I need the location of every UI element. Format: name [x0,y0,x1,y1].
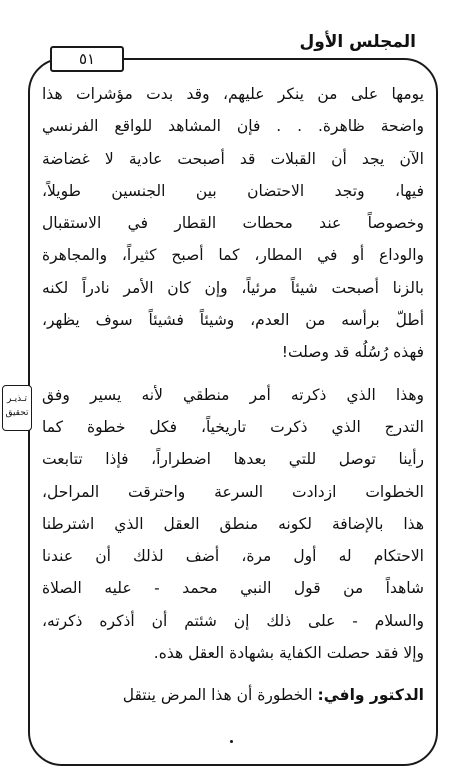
text-line: الآن يجد أن القبلات قد أصبحت عادية لا غضاضة [42,149,424,168]
text-line: شاهداً من قول النبي محمد - عليه الصلاة [42,579,424,598]
text-line: وإلا فقد حصلت الكفاية بشهادة العقل هذه. [153,644,424,663]
speaker-name: الدكتور وافي: [317,686,424,705]
margin-stamp [2,385,32,431]
paragraph-1 [42,78,424,369]
page-number: ٥١ [50,46,124,72]
paragraph-gap [42,369,424,379]
chapter-title: المجلس الأول [289,30,426,54]
text-line: الخطوات ازدادت السرعة واحترقت المراحل، [42,482,424,501]
text-line: بالزنا أصبحت شيئاً مرئياً، وإن كان الأمر نادراً لكنه [42,278,424,297]
paragraph-3 [42,679,424,711]
body-text [42,78,424,712]
text-line: وخصوصاً عند محطات القطار في الاستقبال [42,214,424,233]
page-mark [230,740,233,743]
text-line: والسلام - على ذلك إن شئتم أن أذكره ذكرته، [42,611,424,630]
text-line: فيها، وتجد الاحتضان بين الجنسين طويلاً، [42,181,424,200]
margin-stamp-line-2: تحقيق [5,408,29,418]
speaker-text: الخطورة أن هذا المرض ينتقل [122,686,313,705]
text-line: والوداع أو في المطار، كما أصبح كثيراً، والمجاهرة [42,246,424,265]
text-line: التدرج الذي ذكرت تاريخياً، فكل خطوة كما [42,417,424,436]
paragraph-2 [42,379,424,670]
text-line: وهذا الذي ذكرته أمر منطقي لأنه يسير وفق [42,385,424,404]
text-line: رأينا توصل للتي بعدها اضطراراً، فإذا تتابعت [42,450,424,469]
text-line: يومها على من ينكر عليهم، وقد بدت مؤشرات هذا [42,85,424,103]
margin-stamp-line-1: تـذيـر [7,394,27,404]
paragraph-gap [42,669,424,679]
text-line: هذا بالإضافة لكونه منطق العقل الذي اشترطنا [42,514,424,533]
text-line: فهذه رُسُلُه قد وصلت! [281,343,424,362]
text-line: واضحة ظاهرة. . . فإن المشاهد للواقع الفرنسي [42,117,424,136]
text-line: أطلّ برأسه من العدم، وشيئاً فشيئاً سوف يظهر، [42,311,424,330]
text-line: الاحتكام له أول مرة، أضف لذلك أن عندنا [42,547,424,566]
text-line [42,679,424,711]
